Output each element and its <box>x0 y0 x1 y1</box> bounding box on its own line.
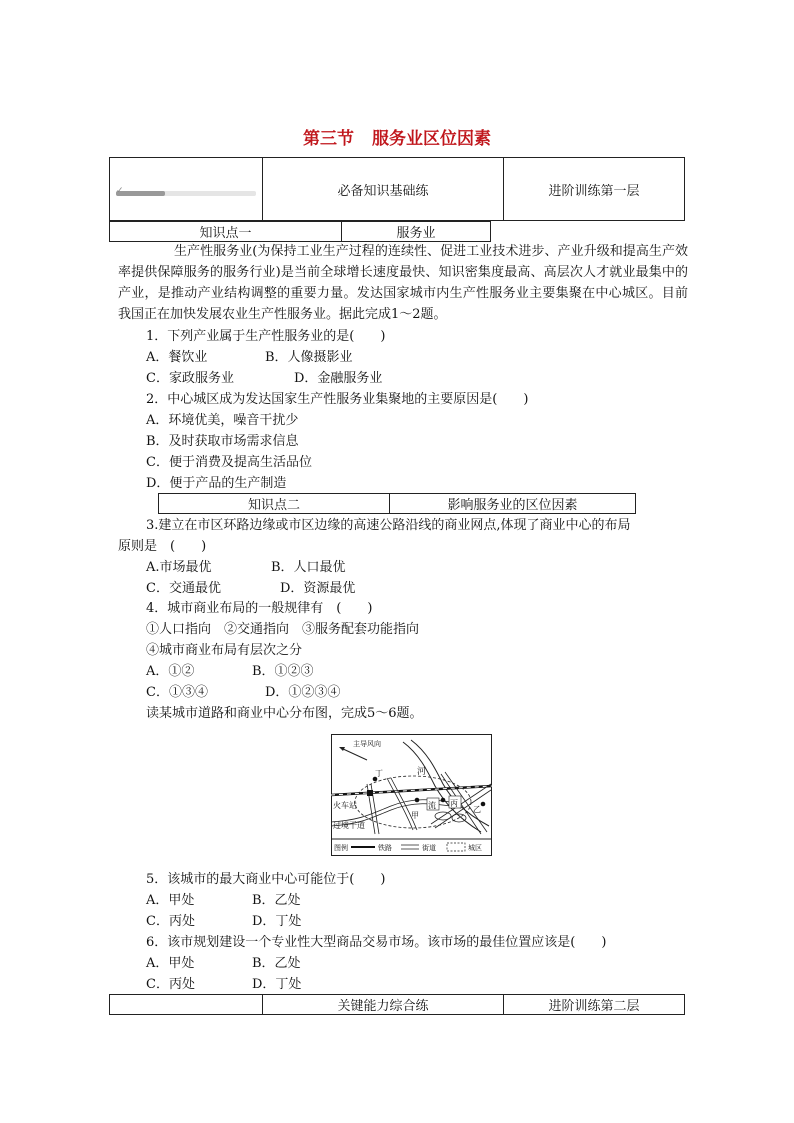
footer-level-title: 关键能力综合练 <box>263 995 504 1015</box>
header-level-tag: 进阶训练第一层 <box>504 158 685 221</box>
wind-label: 主导风向 <box>353 740 381 748</box>
q1-stem: 1．下列产业属于生产性服务业的是( ) <box>146 329 386 344</box>
q1-option-c: C．家政服务业 <box>146 371 234 386</box>
kp2-label: 知识点二 <box>159 494 390 514</box>
knowledge-point-2 <box>158 493 636 514</box>
highway-label: 过境干道 <box>333 821 365 830</box>
label-liu: 流 <box>428 801 436 810</box>
check-icon: ✓ <box>116 186 124 196</box>
q3-option-c: C．交通最优 <box>146 581 221 596</box>
q5-option-a: A．甲处 <box>146 893 195 908</box>
map-intro: 读某城市道路和商业中心分布图，完成5～6题。 <box>146 706 423 721</box>
q2-option-d: D．便于产品的生产制造 <box>146 476 287 491</box>
city-map-figure <box>331 734 492 856</box>
kp1-name: 服务业 <box>342 222 491 242</box>
reading-passage: 生产性服务业(为保持工业生产过程的连续性、促进工业技术进步、产业升级和提高生产效率提供保障服务的服务行业)是当前全球增长速度最快、知识密集度最高、高层次人才就业最集中的产业，是推动产业结构调整的重要力量。发达国家城市内生产性服务业主要集聚在中心城区。目前我国正在加快发展农业生产性服务业。据此完成1～2题。 <box>118 244 688 322</box>
header-level-title: 必备知识基础练 <box>263 158 504 221</box>
train-station-marker <box>367 790 373 796</box>
q2-option-b: B．及时获取市场需求信息 <box>146 434 299 449</box>
q1-option-b: B．人像摄影业 <box>265 350 353 365</box>
q5-stem: 5．该城市的最大商业中心可能位于( ) <box>146 872 386 887</box>
footer-level-tag: 进阶训练第二层 <box>504 995 685 1015</box>
q3-stem-line1: 3.建立在市区环路边缘或市区边缘的高速公路沿线的商业网点,体现了商业中心的布局 <box>146 518 631 533</box>
river-label: 河 <box>417 767 427 777</box>
q5-option-c: C．丙处 <box>146 914 195 929</box>
q5-option-b: B．乙处 <box>252 893 301 908</box>
station-label: 火车站 <box>333 801 357 810</box>
q6-option-b: B．乙处 <box>252 956 301 971</box>
footer-empty-cell <box>110 995 263 1015</box>
q2-stem: 2．中心城区成为发达国家生产性服务业集聚地的主要原因是( ) <box>146 392 529 407</box>
q4-statement-1: ①人口指向 ②交通指向 ③服务配套功能指向 <box>146 622 420 637</box>
q4-option-d: D．①②③④ <box>265 685 341 700</box>
point-yi <box>481 802 486 807</box>
q1-option-a: A．餐饮业 <box>146 350 208 365</box>
q4-option-a: A．①② <box>146 664 195 679</box>
page-title <box>0 124 794 149</box>
point-bing <box>441 798 446 803</box>
q2-option-a: A．环境优美，噪音干扰少 <box>146 413 299 428</box>
kp2-name: 影响服务业的区位因素 <box>390 494 636 514</box>
q4-option-c: C．①③④ <box>146 685 208 700</box>
legend-rail: 铁路 <box>378 844 392 852</box>
legend-city: 城区 <box>468 844 482 852</box>
header-progress-cell <box>110 158 263 221</box>
q3-stem-line2: 原则是 ( ) <box>118 539 207 554</box>
q6-option-c: C．丙处 <box>146 977 195 992</box>
footer-table <box>109 994 685 1015</box>
q3-option-a: A.市场最优 <box>146 560 212 575</box>
q1-option-d: D．金融服务业 <box>294 371 383 386</box>
label-jia: 甲 <box>411 811 419 820</box>
kp1-label: 知识点一 <box>110 222 342 242</box>
header-table <box>109 157 685 221</box>
legend-title: 图例 <box>334 844 348 852</box>
q3-option-b: B．人口最优 <box>271 560 346 575</box>
q6-option-d: D．丁处 <box>252 977 302 992</box>
q4-option-b: B．①②③ <box>252 664 314 679</box>
point-jia <box>415 798 420 803</box>
knowledge-point-1 <box>109 221 491 242</box>
label-bing: 丙 <box>450 799 458 808</box>
q5-option-d: D．丁处 <box>252 914 302 929</box>
q3-option-d: D．资源最优 <box>280 581 356 596</box>
section-name: 服务业区位因素 <box>372 129 491 149</box>
label-yi: 乙 <box>473 805 481 814</box>
q6-stem: 6．该市规划建设一个专业性大型商品交易市场。该市场的最佳位置应该是( ) <box>146 935 607 950</box>
progress-bar <box>116 191 256 196</box>
q2-option-c: C．便于消费及提高生活品位 <box>146 455 312 470</box>
q4-statement-2: ④城市商业布局有层次之分 <box>146 643 303 658</box>
legend-street: 街道 <box>422 844 436 852</box>
label-ding: 丁 <box>375 769 383 778</box>
section-number: 第三节 <box>303 129 354 149</box>
q4-stem: 4．城市商业布局的一般规律有 ( ) <box>146 601 373 616</box>
q6-option-a: A．甲处 <box>146 956 195 971</box>
